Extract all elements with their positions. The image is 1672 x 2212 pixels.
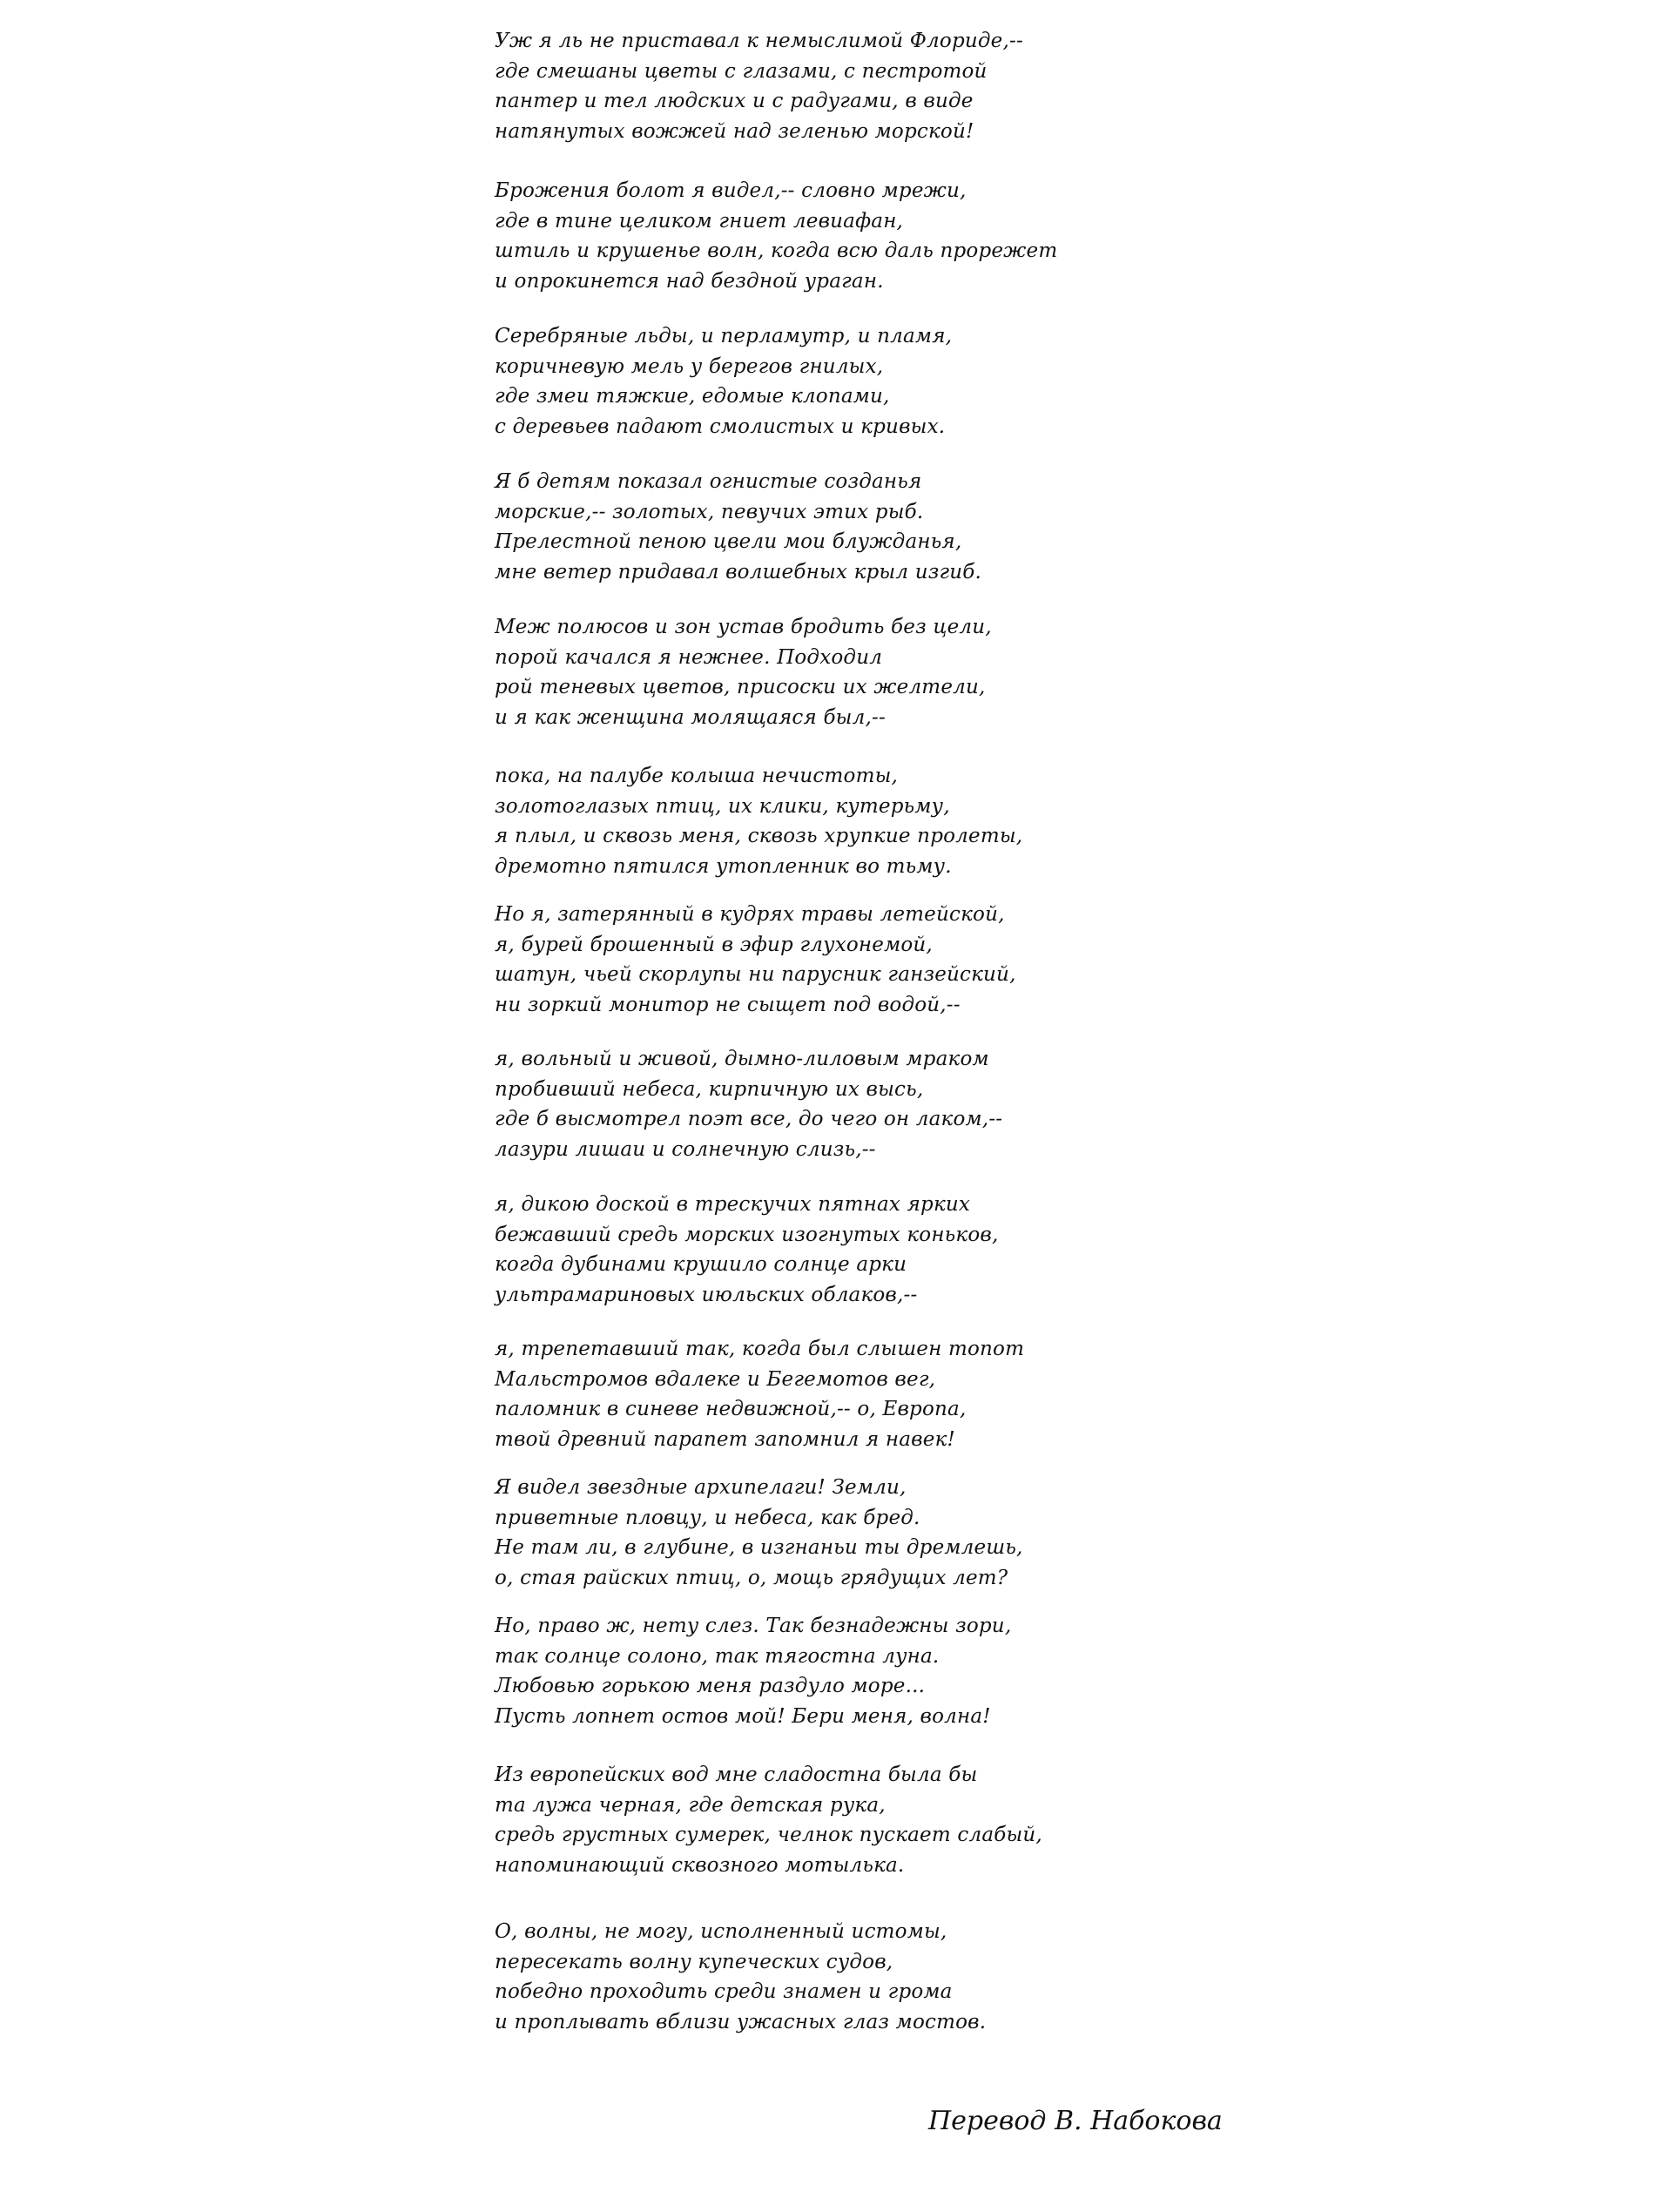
poem-line: штиль и крушенье волн, когда всю даль прорежет [495,239,1058,262]
poem-line: ни зоркий монитор не сыщет под водой,-- [495,993,961,1016]
poem-line: дремотно пятился утопленник во тьму. [495,854,952,878]
poem-line: с деревьев падают смолистых и кривых. [495,415,946,438]
poem-line: коричневую мель у берегов гнилых, [495,354,884,378]
poem [495,26,1122,2037]
stanza-12 [495,1611,1122,1731]
poem-line: порой качался я нежнее. Подходил [495,645,883,669]
poem-line: пробивший небеса, кирпичную их высь, [495,1077,924,1101]
poem-line: Мальстромов вдалеке и Бегемотов вег, [495,1367,936,1391]
poem-line: О, волны, не могу, исполненный истомы, [495,1920,947,1943]
stanza-7 [495,900,1122,1020]
poem-line: Я видел звездные архипелаги! Земли, [495,1476,907,1499]
poem-line: Серебряные льды, и перламутр, и пламя, [495,325,953,347]
poem-line: пантер и тел людских и с радугами, в виде [495,90,974,112]
poem-line: рой теневых цветов, присоски их желтели, [495,676,986,698]
poem-line: где змеи тяжкие, едомые клопами, [495,385,890,408]
poem-line: золотоглазых птиц, их клики, кутерьму, [495,794,950,818]
poem-line: где в тине целиком гниет левиафан, [495,209,904,233]
poem-line: победно проходить среди знамен и грома [495,1980,953,2003]
poem-line: Меж полюсов и зон устав бродить без цели, [495,616,992,638]
poem-line: средь грустных сумерек, челнок пускает слабый, [495,1824,1042,1846]
poem-line: натянутых вожжей над зеленью морской! [495,119,974,143]
stanza-3 [495,321,1122,442]
poem-line: Любовью горькою меня раздуло море... [495,1675,926,1697]
poem-line: Брожения болот я видел,-- словно мрежи, [495,179,967,202]
poem-line: Из европейских вод мне сладостна была бы [495,1764,978,1786]
poem-line: где смешаны цветы с глазами, с пестротой [495,59,988,83]
poem-line: пока, на палубе колыша нечистоты, [495,765,899,787]
stanza-8 [495,1044,1122,1164]
translator-signature: Перевод В. Набокова [928,2106,1223,2136]
stanza-2 [495,176,1122,296]
poem-line: я, бурей брошенный в эфир глухонемой, [495,933,933,956]
poem-line: лазури лишаи и солнечную слизь,-- [495,1137,876,1161]
poem-line: о, стая райских птиц, о, мощь грядущих лет? [495,1566,1008,1589]
poem-line: мне ветер придавал волшебных крыл изгиб. [495,560,982,583]
poem-line: Прелестной пеною цвели мои блужданья, [495,530,962,553]
poem-line: где б высмотрел поэт все, до чего он лаком,-- [495,1108,1003,1130]
stanza-6 [495,761,1122,881]
poem-line: та лужа черная, где детская рука, [495,1793,886,1817]
poem-line: Я б детям показал огнистые созданья [495,470,922,493]
stanza-13 [495,1760,1122,1880]
stanza-4 [495,467,1122,587]
poem-line: я, вольный и живой, дымно-лиловым мраком [495,1048,989,1070]
poem-line: Но, право ж, нету слез. Так безнадежны зори, [495,1615,1012,1637]
stanza-10 [495,1334,1122,1454]
poem-line: Пусть лопнет остов мой! Бери меня, волна! [495,1704,991,1728]
poem-line: Уж я ль не приставал к немыслимой Флориде,-- [495,30,1023,52]
poem-line: приветные пловцу, и небеса, как бред. [495,1506,920,1529]
poem-line: бежавший средь морских изогнутых коньков, [495,1223,999,1246]
poem-line: и проплывать вблизи ужасных глаз мостов. [495,2010,987,2033]
poem-line: напоминающий сквозного мотылька. [495,1853,905,1877]
poem-line: твой древний парапет запомнил я навек! [495,1427,955,1451]
poem-line: пересекать волну купеческих судов, [495,1950,893,1973]
poem-line: и я как женщина молящаяся был,-- [495,705,886,729]
stanza-9 [495,1190,1122,1310]
poem-line: я плыл, и сквозь меня, сквозь хрупкие пролеты, [495,825,1023,847]
stanza-1 [495,26,1122,146]
poem-line: морские,-- золотых, певучих этих рыб. [495,500,924,523]
stanza-11 [495,1473,1122,1593]
poem-line: паломник в синеве недвижной,-- о, Европа, [495,1398,967,1420]
poem-line: я, трепетавший так, когда был слышен топот [495,1338,1025,1360]
poem-line: шатун, чьей скорлупы ни парусник ганзейский, [495,963,1016,986]
poem-line: и опрокинется над бездной ураган. [495,269,884,293]
poem-line: так солнце солоно, так тягостна луна. [495,1644,940,1668]
stanza-14 [495,1917,1122,2037]
poem-line: ультрамариновых июльских облаков,-- [495,1283,918,1306]
poem-line: Но я, затерянный в кудрях травы летейской, [495,903,1005,926]
poem-line: Не там ли, в глубине, в изгнаньи ты дремлешь, [495,1536,1023,1559]
poem-line: я, дикою доской в трескучих пятнах ярких [495,1193,971,1216]
poem-line: когда дубинами крушило солнце арки [495,1253,907,1276]
stanza-5 [495,612,1122,732]
